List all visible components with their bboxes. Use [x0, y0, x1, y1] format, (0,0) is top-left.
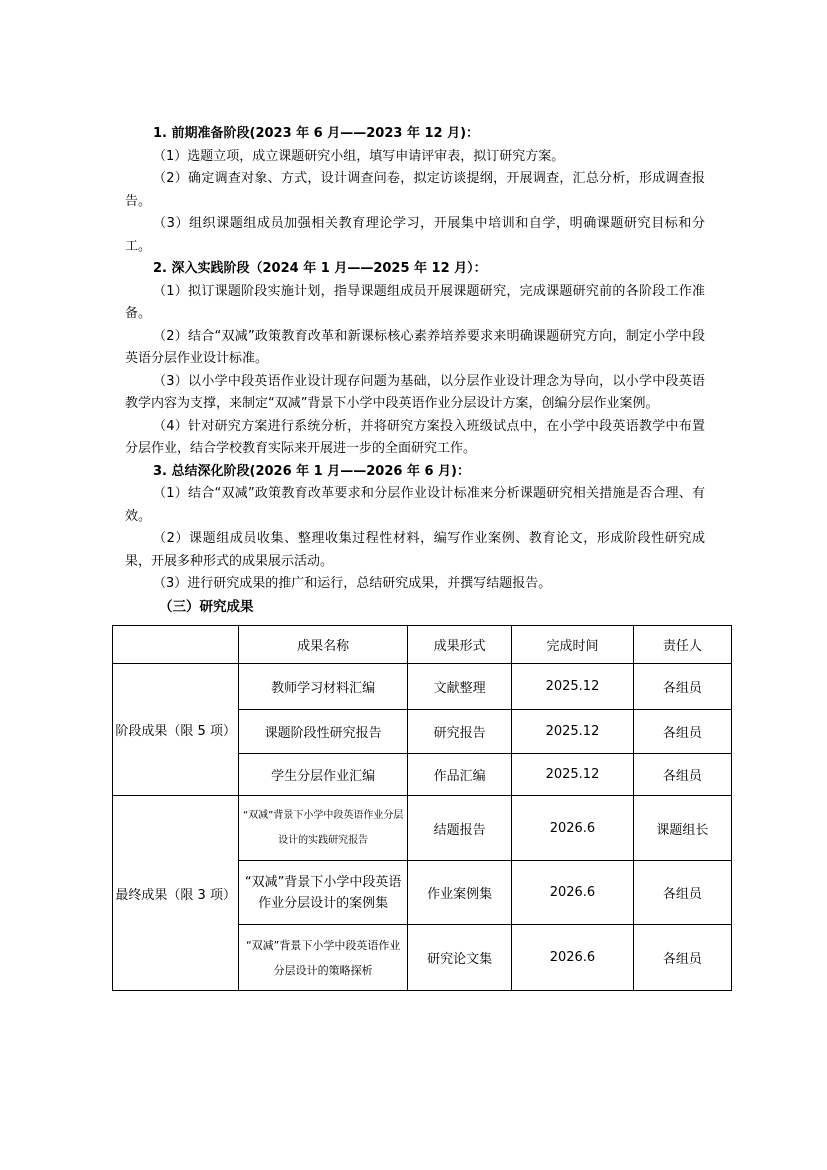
result-owner: 各组员: [633, 861, 731, 925]
result-name: 学生分层作业汇编: [239, 754, 408, 796]
table-header-row: [113, 626, 732, 664]
table-row: [113, 796, 732, 861]
stage-2-item-3: （3）以小学中段英语作业设计现存问题为基础，以分层作业设计理念为导向，以小学中段英语教学内容为支撑，来制定“双减”背景下小学中段英语作业分层设计方案，创编分层作业案例。: [125, 373, 705, 411]
header-cell-time: 完成时间: [512, 626, 633, 664]
stage-2-item-2: （2）结合“双减”政策教育改革和新课标核心素养培养要求来明确课题研究方向，制定小学中段英语分层作业设计标准。: [125, 328, 705, 366]
stage-1-item-2: （2）确定调查对象、方式，设计调查问卷，拟定访谈提纲，开展调查，汇总分析，形成调查报告。: [125, 171, 705, 209]
result-owner: 课题组长: [633, 796, 731, 861]
result-form: 文献整理: [407, 664, 511, 710]
result-form: 作业案例集: [407, 861, 511, 925]
result-form: 研究论文集: [407, 925, 511, 991]
document-body: [125, 123, 705, 618]
result-time: 2026.6: [512, 796, 633, 861]
results-table: [112, 625, 732, 991]
stage-1-item-3: （3）组织课题组成员加强相关教育理论学习，开展集中培训和自学，明确课题研究目标和分工。: [125, 216, 705, 254]
group-label-stage: 阶段成果（限 5 项）: [113, 664, 239, 796]
result-time: 2025.12: [512, 664, 633, 710]
stage-2-heading: 2. 深入实践阶段（2024 年 1 月——2025 年 12 月）：: [153, 261, 487, 276]
result-time: 2025.12: [512, 754, 633, 796]
table-row: [113, 664, 732, 710]
result-name: 教师学习材料汇编: [239, 664, 408, 710]
header-cell-blank: [113, 626, 239, 664]
stage-3-item-2: （2）课题组成员收集、整理收集过程性材料，编写作业案例、教育论文，形成阶段性研究成果，开展多种形式的成果展示活动。: [125, 531, 705, 569]
result-name: “双减”背景下小学中段英语作业分层设计的案例集: [239, 861, 408, 925]
header-cell-form: 成果形式: [407, 626, 511, 664]
stage-2-item-1: （1）拟订课题阶段实施计划，指导课题组成员开展课题研究，完成课题研究前的各阶段工作准备。: [125, 283, 705, 321]
result-name: “双减”背景下小学中段英语作业分层设计的策略探析: [239, 925, 408, 991]
result-form: 研究报告: [407, 710, 511, 754]
result-owner: 各组员: [633, 710, 731, 754]
result-time: 2026.6: [512, 925, 633, 991]
header-cell-name: 成果名称: [239, 626, 408, 664]
result-form: 作品汇编: [407, 754, 511, 796]
stage-2-item-4: （4）针对研究方案进行系统分析，并将研究方案投入班级试点中，在小学中段英语教学中布置分层作业，结合学校教育实际来开展进一步的全面研究工作。: [125, 418, 705, 456]
result-owner: 各组员: [633, 925, 731, 991]
result-form: 结题报告: [407, 796, 511, 861]
result-name: 课题阶段性研究报告: [239, 710, 408, 754]
group-label-final: 最终成果（限 3 项）: [113, 796, 239, 991]
stage-1-heading: 1. 前期准备阶段(2023 年 6 月——2023 年 12 月)：: [153, 126, 480, 141]
section-title: （三）研究成果: [159, 598, 254, 615]
stage-3-heading: 3. 总结深化阶段(2026 年 1 月——2026 年 6 月)：: [153, 463, 471, 479]
result-owner: 各组员: [633, 754, 731, 796]
result-owner: 各组员: [633, 664, 731, 710]
stage-3-item-3: （3）进行研究成果的推广和运行，总结研究成果，并撰写结题报告。: [153, 576, 552, 591]
result-name: “双减”背景下小学中段英语作业分层设计的实践研究报告: [239, 796, 408, 861]
stage-1-item-1: （1）选题立项，成立课题研究小组，填写申请评审表，拟订研究方案。: [153, 148, 565, 164]
result-time: 2026.6: [512, 861, 633, 925]
stage-3-item-1: （1）结合“双减”政策教育改革要求和分层作业设计标准来分析课题研究相关措施是否合理、有效。: [125, 486, 705, 524]
header-cell-owner: 责任人: [633, 626, 731, 664]
result-time: 2025.12: [512, 710, 633, 754]
